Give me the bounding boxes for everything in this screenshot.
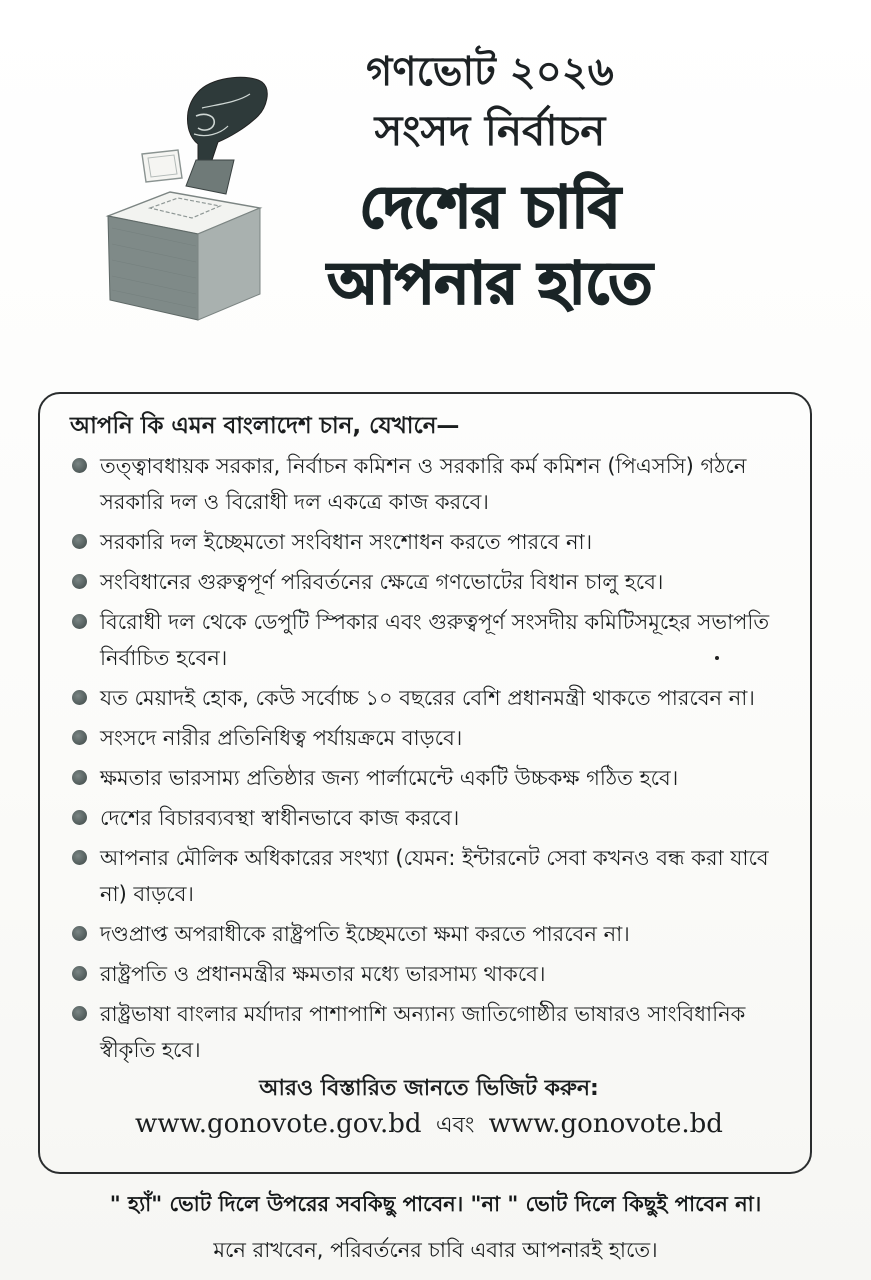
bullet-dot-icon [72, 730, 87, 745]
link-conjunction: এবং [435, 1112, 475, 1138]
website-link-gov[interactable]: www.gonovote.gov.bd [135, 1108, 422, 1139]
reminder-text: মনে রাখবেন, পরিবর্তনের চাবি এবার আপনারই হাতে। [213, 1238, 658, 1262]
bullet-dot-icon [72, 926, 87, 941]
bullet-dot-icon [72, 810, 87, 825]
intro-question: আপনি কি এমন বাংলাদেশ চান, যেখানে— [70, 413, 460, 439]
ballot-box-hand-icon [90, 68, 290, 328]
website-links [70, 1106, 788, 1144]
point-text: বিরোধী দল থেকে ডেপুটি স্পিকার এবং গুরুত্বপূর্ণ সংসদীয় কমিটিসমূহের সভাপতি নির্বাচিত হবেন। [100, 609, 770, 670]
bullet-dot-icon [72, 850, 87, 865]
bullet-dot-icon [72, 614, 87, 629]
point-text: তত্ত্বাবধায়ক সরকার, নির্বাচন কমিশন ও সরকারি কর্ম কমিশন (পিএসসি) গঠনে সরকারি দল ও বিরোধী দল একত্রে কাজ করবে। [100, 453, 747, 514]
point-text: যত মেয়াদই হোক, কেউ সর্বোচ্চ ১০ বছরের বেশি প্রধানমন্ত্রী থাকতে পারবেন না। [100, 685, 755, 710]
list-item [70, 524, 788, 560]
list-item [70, 680, 788, 716]
title-key-of-nation: দেশের চাবি [359, 173, 621, 241]
reform-points-box [38, 392, 812, 1174]
reform-points-list [70, 448, 788, 1068]
list-item [70, 916, 788, 952]
list-item [70, 800, 788, 836]
list-item [70, 448, 788, 520]
point-text: ক্ষমতার ভারসাম্য প্রতিষ্ঠার জন্য পার্লামেন্টে একটি উচ্চকক্ষ গঠিত হবে। [100, 765, 679, 790]
bullet-dot-icon [72, 1006, 87, 1021]
point-text: আপনার মৌলিক অধিকারের সংখ্যা (যেমন: ইন্টারনেট সেবা কখনও বন্ধ করা যাবে না) বাড়বে। [100, 845, 769, 906]
more-info-label: আরও বিস্তারিত জানতে ভিজিট করুন: [259, 1075, 599, 1101]
list-item [70, 720, 788, 756]
point-text: সরকারি দল ইচ্ছেমতো সংবিধান সংশোধন করতে পারবে না। [100, 529, 593, 554]
point-text: রাষ্ট্রপতি ও প্রধানমন্ত্রীর ক্ষমতার মধ্যে ভারসাম্য থাকবে। [100, 961, 546, 986]
campaign-title [300, 44, 680, 317]
leaflet-header [0, 0, 871, 380]
title-in-your-hands: আপনার হাতে [327, 249, 653, 317]
print-speck [715, 656, 719, 660]
point-text: সংসদে নারীর প্রতিনিধিত্ব পর্যায়ক্রমে বাড়বে। [100, 725, 463, 750]
title-parliament-election: সংসদ নির্বাচন [374, 106, 606, 155]
yes-no-slogan: " হ্যাঁ" ভোট দিলে উপরের সবকিছু পাবেন। "না " ভোট দিলে কিছুই পাবেন না। [109, 1192, 762, 1216]
point-text: রাষ্ট্রভাষা বাংলার মর্যাদার পাশাপাশি অন্যান্য জাতিগোষ্ঠীর ভাষারও সাংবিধানিক স্বীকৃতি হবে। [100, 1001, 746, 1062]
bullet-dot-icon [72, 458, 87, 473]
title-referendum-year: গণভোট ২০২৬ [366, 49, 614, 95]
list-item [70, 840, 788, 912]
more-info-section [70, 1072, 788, 1144]
list-item [70, 996, 788, 1068]
point-text: সংবিধানের গুরুত্বপূর্ণ পরিবর্তনের ক্ষেত্রে গণভোটের বিধান চালু হবে। [100, 569, 664, 594]
bullet-dot-icon [72, 966, 87, 981]
bullet-dot-icon [72, 534, 87, 549]
point-text: দেশের বিচারব্যবস্থা স্বাধীনভাবে কাজ করবে। [100, 805, 460, 830]
leaflet-footer [0, 1180, 871, 1270]
list-item [70, 760, 788, 796]
website-link-alt[interactable]: www.gonovote.bd [488, 1108, 723, 1139]
list-item [70, 956, 788, 992]
bullet-dot-icon [72, 690, 87, 705]
list-item [70, 564, 788, 600]
bullet-dot-icon [72, 574, 87, 589]
list-item [70, 604, 788, 676]
bullet-dot-icon [72, 770, 87, 785]
point-text: দণ্ডপ্রাপ্ত অপরাধীকে রাষ্ট্রপতি ইচ্ছেমতো ক্ষমা করতে পারবেন না। [100, 921, 630, 946]
